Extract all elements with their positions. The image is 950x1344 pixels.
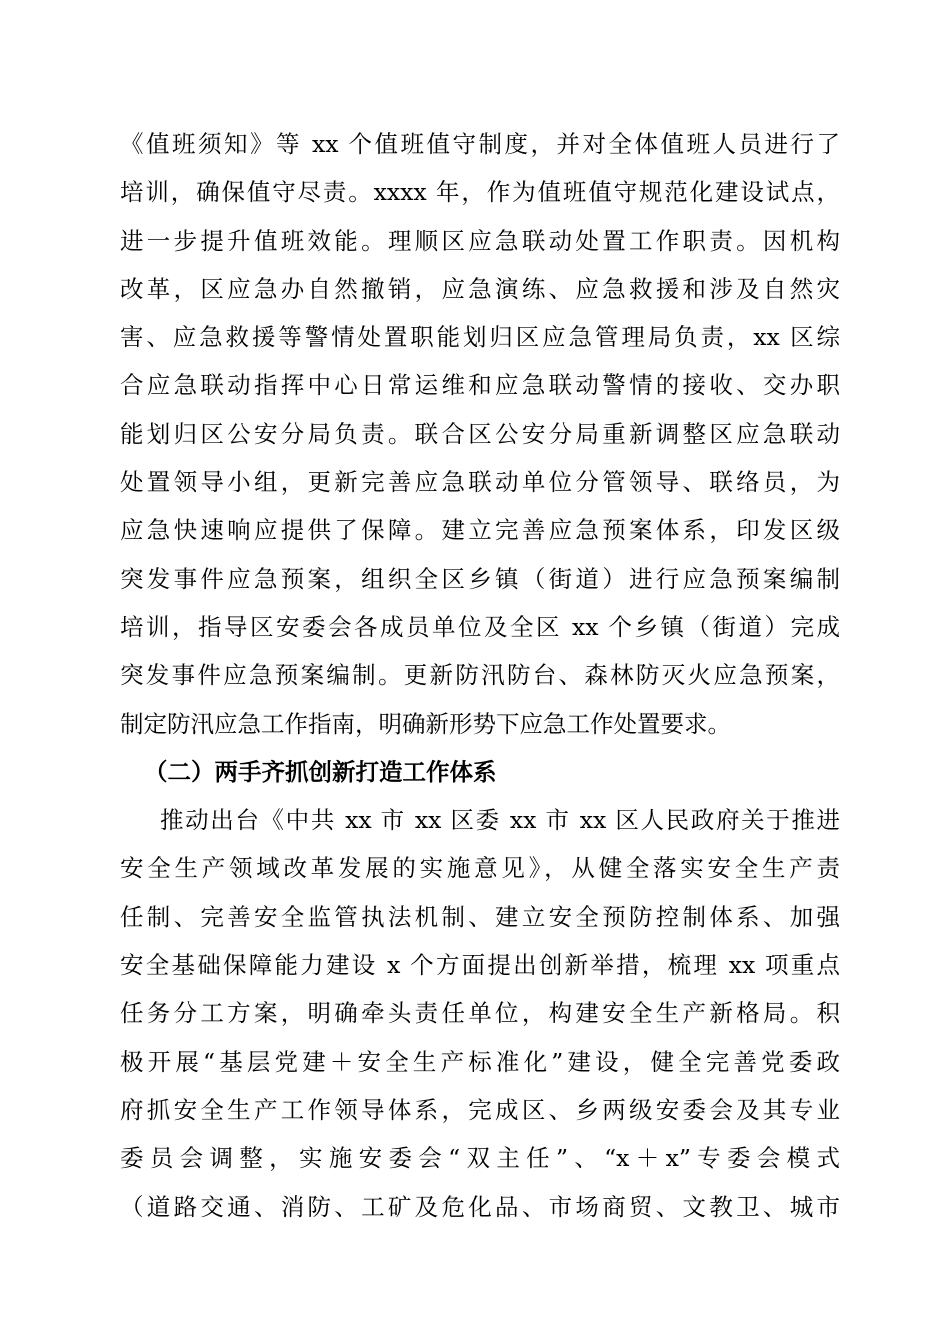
- paragraph-line: 推动出台《中共 xx 市 xx 区委 xx 市 xx 区人民政府关于推进: [160, 806, 840, 835]
- section-heading: （二）两手齐抓创新打造工作体系: [144, 757, 497, 786]
- paragraph-line: 合应急联动指挥中心日常运维和应急联动警情的接收、交办职: [120, 371, 840, 400]
- paragraph-line: 制定防汛应急工作指南，明确新形势下应急工作处置要求。: [120, 709, 731, 738]
- paragraph-line: 任制、完善安全监管执法机制、建立安全预防控制体系、加强: [120, 902, 840, 931]
- paragraph-line: 府抓安全生产工作领导体系，完成区、乡两级安委会及其专业: [120, 1095, 840, 1124]
- paragraph-line: 进一步提升值班效能。理顺区应急联动处置工作职责。因机构: [120, 226, 840, 255]
- paragraph-line: 极开展“基层党建＋安全生产标准化”建设，健全完善党委政: [120, 1047, 840, 1076]
- paragraph-line: 能划归区公安分局负责。联合区公安分局重新调整区应急联动: [120, 419, 840, 448]
- paragraph-line: 任务分工方案，明确牵头责任单位，构建安全生产新格局。积: [120, 999, 840, 1028]
- paragraph-line: 处置领导小组，更新完善应急联动单位分管领导、联络员，为: [120, 468, 840, 497]
- paragraph-line: 安全基础保障能力建设 x 个方面提出创新举措，梳理 xx 项重点: [120, 951, 840, 980]
- paragraph-line: 改革，区应急办自然撤销，应急演练、应急救援和涉及自然灾: [120, 274, 840, 303]
- paragraph-line: 《值班须知》等 xx 个值班值守制度，并对全体值班人员进行了: [120, 130, 840, 158]
- paragraph-line: 委员会调整，实施安委会“双主任”、“x＋x”专委会模式: [120, 1144, 840, 1173]
- paragraph-line: 安全生产领域改革发展的实施意见》，从健全落实安全生产责: [120, 854, 840, 883]
- paragraph-line: （道路交通、消防、工矿及危化品、市场商贸、文教卫、城市: [120, 1192, 840, 1221]
- paragraph-line: 害、应急救援等警情处置职能划归区应急管理局负责，xx 区综: [120, 323, 840, 352]
- document-body: [120, 120, 840, 1231]
- paragraph-line: 培训，指导区安委会各成员单位及全区 xx 个乡镇（街道）完成: [120, 612, 840, 641]
- paragraph-line: 应急快速响应提供了保障。建立完善应急预案体系，印发区级: [120, 516, 840, 545]
- paragraph-line: 突发事件应急预案编制。更新防汛防台、森林防灭火应急预案，: [120, 661, 840, 690]
- paragraph-line: 培训，确保值守尽责。xxxx 年，作为值班值守规范化建设试点，: [120, 178, 840, 207]
- paragraph-line: 突发事件应急预案，组织全区乡镇（街道）进行应急预案编制: [120, 564, 840, 593]
